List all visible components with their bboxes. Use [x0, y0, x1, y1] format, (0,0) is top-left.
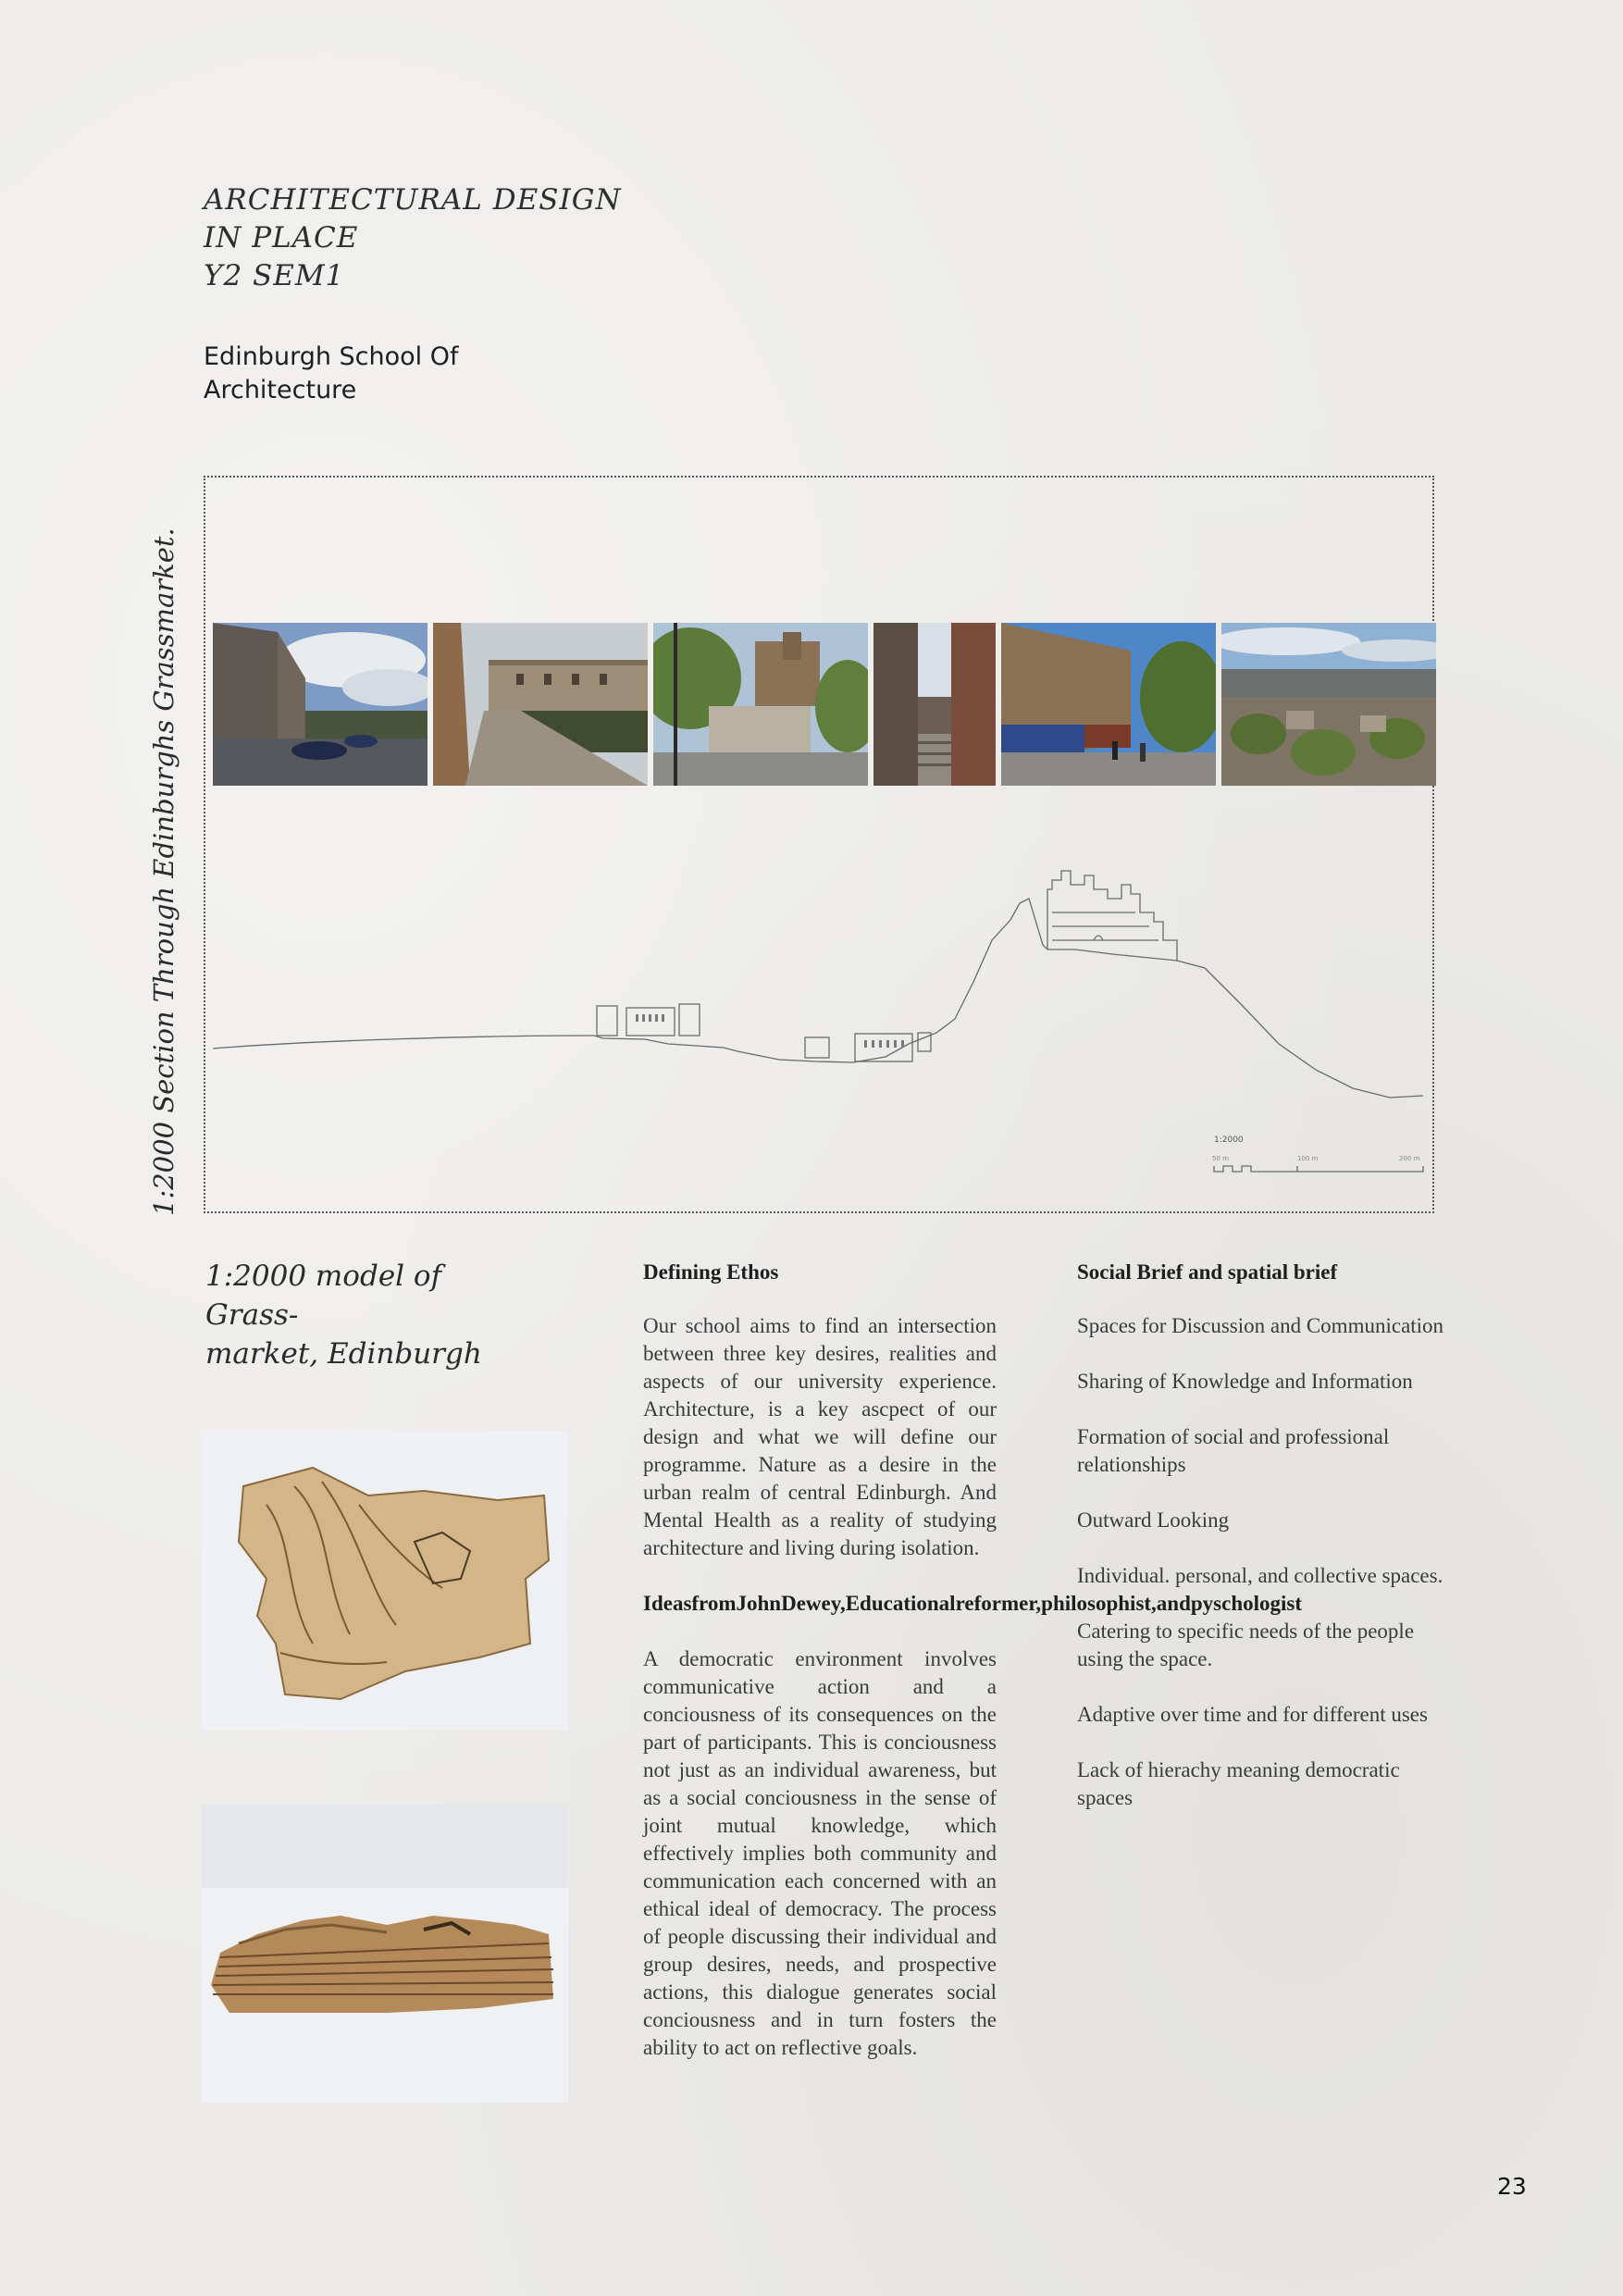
model-caption — [205, 1257, 539, 1373]
ethos-heading: Defining Ethos — [643, 1260, 779, 1284]
model-photo-top — [202, 1431, 568, 1731]
model-photo-side — [202, 1805, 568, 2103]
brief-item: Individual. personal, and collective spaces. — [1077, 1564, 1443, 1587]
brief-column — [1077, 1259, 1447, 1840]
scale-tick-label: 50 m — [1212, 1155, 1229, 1162]
scale-tick-label: 200 m — [1399, 1155, 1420, 1162]
brief-item: Outward Looking — [1077, 1508, 1230, 1532]
dewey-paragraph: A democratic environment involves communicative action and a conciousness of its consequences on the part of participants. This is conciousness not just as an individual awareness, but as a social conciousness in the sense of joint mutual knowledge, which effectively implies both community and communication each concerned with an ethical ideal of democracy. The process of people discussing their individual and group desires, needs, and prospective actions, this dialogue generates social conciousness and in turn fosters the ability to act on reflective goals. — [643, 1647, 997, 2059]
scale-label: 1:2000 — [1214, 1136, 1244, 1145]
page-number: 23 — [1497, 2173, 1527, 2200]
brief-item: Lack of hierachy meaning democratic spaces — [1077, 1758, 1400, 1809]
section-caption: 1:2000 Section Through Edinburghs Grassmarket. — [148, 527, 180, 1216]
brief-item: Sharing of Knowledge and Information — [1077, 1370, 1413, 1393]
scale-tick-label: 100 m — [1297, 1155, 1319, 1162]
section-frame — [204, 476, 1434, 1213]
model-caption-line: market, Edinburgh — [205, 1337, 482, 1371]
course-title-line: ARCHITECTURAL DESIGN — [204, 183, 622, 217]
course-title-line: Y2 SEM1 — [204, 259, 345, 292]
brief-item: Spaces for Discussion and Communication — [1077, 1314, 1444, 1337]
dewey-subheading: IdeasfromJohnDewey,Educationalreformer,philosophist,andpyschologist — [643, 1592, 1303, 1615]
brief-item: Formation of social and professional relationships — [1077, 1425, 1390, 1476]
course-title — [204, 181, 622, 295]
brief-item: Catering to specific needs of the people using the space. — [1077, 1620, 1415, 1670]
school-name — [204, 341, 459, 407]
school-name-line: Architecture — [204, 376, 357, 404]
section-drawing — [205, 478, 1432, 1211]
brief-heading: Social Brief and spatial brief — [1077, 1260, 1338, 1284]
brief-item: Adaptive over time and for different uses — [1077, 1703, 1428, 1726]
course-title-line: IN PLACE — [204, 221, 359, 254]
ethos-paragraph: Our school aims to find an intersection between three key desires, realities and aspects of our university experience. Architecture, is a key ascpect of our design and what we will define our programme. Nature as a desire in the urban realm of central Edinburgh. And Mental Health as a reality of studying architecture and living during isolation. — [643, 1314, 997, 1559]
model-caption-line: 1:2000 model of Grass- — [205, 1260, 442, 1332]
school-name-line: Edinburgh School Of — [204, 342, 459, 371]
